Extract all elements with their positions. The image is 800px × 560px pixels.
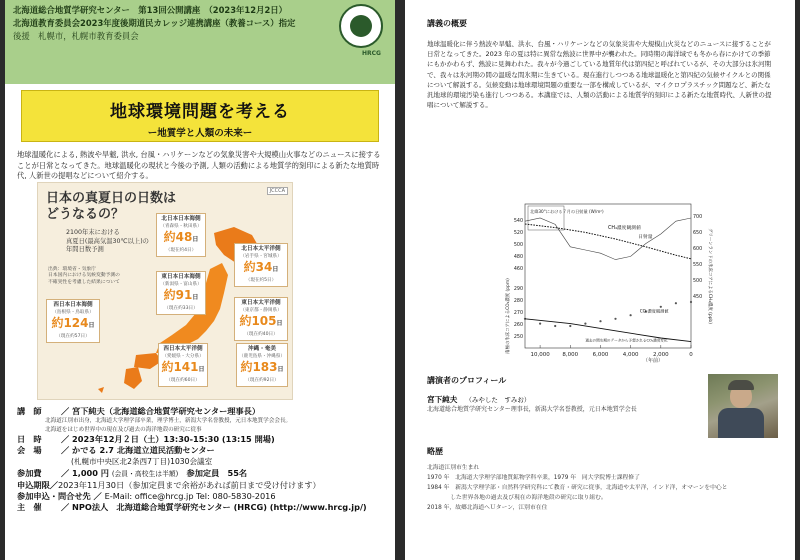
summary-text: 地球温暖化に伴う熱波や旱魃、洪水、台風・ハリケーンなどの気象災害や大規模山火災などのニュースに接することが日常となってきた。2023 年の夏は特に異常な熱波に世界中が襲われた。同時期の海洋域でも冬から春にかけての季節にもかかわらず、熱波に見舞われた。我々が今過ごしている地質年代は第四紀と呼ばれているが、その大部分は氷河期で、我々は氷河期の間の温暖な間氷期に生きている。現在進行しつつある地球温暖化と第四紀の気候サイクルとの関係について解説する。気候変動は地球環境問題の重要な一部を構成しているが、マイクロプラスチック問題など、新たな汎地球的環境汚染も進行しつつある。本講座では、人類の活動による地質学的刻印による新たな地質時代、人新世の提唱について解説する。 — [427, 40, 772, 110]
y-top-tick-label: 460 — [513, 267, 523, 272]
header-line-2: 北海道教育委員会2023年度後期道民カレッジ連携講座（教養コース）指定 — [13, 18, 296, 28]
hrcg-seal-logo — [339, 4, 383, 48]
map-source-note: 出典：環境省・気象庁 日本国内における気候変動予測の 不確実性を考慮した結果について — [48, 267, 120, 285]
lecturer-name: 宮下純夫 （みやした すみお） — [427, 395, 531, 404]
co2-point — [630, 314, 632, 316]
insolation-label: 北緯30°における７月の日射量 (W/m²) — [530, 209, 604, 214]
contact-row: 参加申込・問合せ先 ／ E-Mail: office@hrcg.jp Tel: 080-5830-2016 — [17, 491, 276, 502]
x-tick-label: 2,000 — [652, 352, 669, 358]
co2-point — [539, 323, 541, 325]
y-left-tick-label: 260 — [513, 323, 523, 328]
subtitle: ー地質学と人類の未来ー — [147, 128, 253, 139]
series-label: 過去の間氷期のデータから予想されるCO₂濃度変化 — [585, 338, 668, 343]
region-card: 東日本日本海側 （新潟県・富山県） 約91日 （現在約33日） — [156, 271, 206, 315]
y-right-tick-label: 600 — [693, 247, 703, 252]
x-tick-label: 6,000 — [592, 352, 609, 358]
y-left-tick-label: 250 — [513, 335, 523, 340]
history-section — [427, 446, 777, 513]
y-top-tick-label: 540 — [513, 219, 523, 224]
history-line: 北海道江別市生まれ — [427, 465, 480, 471]
region-card: 東日本太平洋側 （東京都・静岡県） 約105日 （現在約40日） — [234, 297, 288, 341]
deadline-row: 申込期限／2023年11月30日（参加定員まで余裕があれば前日まで受け付けます） — [17, 479, 321, 490]
contact-email-link[interactable]: E-Mail: office@hrcg.jp Tel: 080-5830-2016 — [104, 491, 276, 502]
y-right-tick-label: 450 — [693, 295, 703, 300]
region-card: 西日本太平洋側 （愛媛県・大分県） 約141日 （現在約60日） — [158, 343, 208, 387]
series-label: CO₂濃度観測値 — [639, 308, 669, 314]
map-subtitle: 2100年末における 真夏日(最高気温30℃以上)の 年間日数予測 — [66, 229, 149, 254]
history-line: 1984 年 新潟大学理学部・自然科学研究科にて教育・研究に従事，北海道や太平洋，インド洋，オマーンを中心と — [427, 485, 728, 491]
x-tick-label: 0 — [689, 352, 693, 358]
y-right-tick-label: 650 — [693, 231, 703, 236]
region-card: 北日本太平洋側 （岩手県・宮城県） 約34日 （現在約5日） — [234, 243, 288, 287]
region-card: 西日本日本海側 （島根県・鳥取県） 約124日 （現在約57日） — [46, 299, 100, 343]
map-title: 日本の真夏日の日数は どうなるの？ — [46, 191, 177, 222]
date-row: 日 時 ／ 2023年12月２日（土）13:30-15:30 (13:15 開場) — [17, 434, 275, 445]
y-right-tick-label: 550 — [693, 263, 703, 268]
y-top-tick-label: 500 — [513, 243, 523, 248]
y-left-tick-label: 280 — [513, 299, 523, 304]
jccca-logo: JCCCA — [267, 187, 288, 195]
x-tick-label: 4,000 — [622, 352, 639, 358]
y-left-tick-label: 290 — [513, 287, 523, 292]
climate-chart — [503, 198, 715, 363]
lecturer-note-2: 北海道をはじめ世界中の現在及び過去の海洋地殻の研究に従事 — [45, 426, 202, 433]
co2-point — [690, 301, 692, 303]
y-top-tick-label: 480 — [513, 255, 523, 260]
x-tick-label: 10,000 — [530, 352, 550, 358]
title-banner — [21, 90, 379, 142]
lecturer-note-1: 北海道江別市出身，北海道大学理学部卒業，理学博士，新潟大学名誉教授，元日本地質学会会長。 — [45, 418, 292, 425]
japan-map-figure — [37, 182, 293, 400]
x-axis-label: （年前） — [642, 358, 664, 363]
header-line-3: 後援 札幌市，札幌市教育委員会 — [13, 31, 139, 41]
intro-text: 地球温暖化による, 熱波や旱魃, 洪水, 台風・ハリケーンなどの気象災害や大規模山火事などのニュースに接することが日常となってきた。地球温暖化の現状と今後の予測, 人類の活動による地質学的刻印による新たな地質時代, 人新世の提唱などについて紹介する。 — [17, 150, 381, 181]
region-card: 北日本日本海側 （青森県・秋田県） 約48日 （現在約4日） — [156, 213, 206, 257]
venue-row: 会 場 ／ かでる 2.7 北海道立道民活動センター — [17, 445, 215, 456]
lecturer-affiliation: 北海道総合地質学研究センター理事長，新潟大学名誉教授，元日本地質学会長 — [427, 406, 637, 413]
co2-point — [584, 323, 586, 325]
flyer-page — [5, 0, 395, 560]
y-right-tick-label: 700 — [693, 215, 703, 220]
venue-address: (札幌市中央区北2条西7丁目)1030会議室 — [71, 457, 213, 467]
history-line: した世界各地の過去及び現在の海洋地殻の研究に取り組む。 — [427, 495, 607, 501]
host-row: 主 催 ／ NPO法人 北海道総合地質学研究センター (HRCG) (http://www.hrcg.jp/) — [17, 502, 367, 513]
y-right-axis-label: グリーンランドの氷床コアによるCH₄濃度 (ppb) — [707, 228, 712, 324]
y-left-tick-label: 270 — [513, 311, 523, 316]
seal-text: HRCG — [362, 50, 381, 57]
lecturer-photo — [708, 374, 778, 438]
event-info — [17, 406, 387, 513]
region-card: 沖縄・奄美 （鹿児島県・沖縄県） 約183日 （現在約92日） — [236, 343, 288, 387]
fee-row: 参加費 ／ 1,000 円 (会員・高校生は半額) 参加定員 55名 — [17, 467, 248, 478]
lecturer-row: 講 師 ／ 宮下純夫（北海道総合地質学研究センター理事長） — [17, 406, 261, 416]
co2-point — [675, 302, 677, 304]
y-right-tick-label: 500 — [693, 279, 703, 284]
series-label: CH₄濃度観測値 — [608, 225, 641, 231]
co2-point — [614, 318, 616, 320]
profile-heading: 講演者のプロフィール — [427, 376, 507, 385]
history-heading: 略歴 — [427, 447, 443, 456]
co2-point — [554, 325, 556, 327]
y-left-axis-label: 南極の氷床コアによるCO₂濃度 (ppm) — [506, 278, 511, 354]
x-tick-label: 8,000 — [562, 352, 579, 358]
header-line-1: 北海道総合地質学研究センター 第13回公開講座 （2023年12月2日） — [13, 5, 288, 15]
series-label: 日射量 — [638, 235, 653, 240]
summary-heading: 講義の概要 — [427, 19, 467, 28]
co2-point — [569, 325, 571, 327]
co2-point — [599, 320, 601, 322]
header-band — [5, 0, 395, 84]
host-link[interactable]: NPO法人 北海道総合地質学研究センター (HRCG) (http://www.hrcg.jp/) — [72, 502, 367, 513]
history-line: 2018 年，故郷北海道へＵターン，江別市在住 — [427, 505, 548, 511]
main-title: 地球環境問題を考える — [110, 102, 290, 122]
history-line: 1970 年 北海道大学理学部地質鉱物学科卒業，1979 年 同大学院博士課程修了 — [427, 475, 640, 481]
y-top-tick-label: 520 — [513, 231, 523, 236]
